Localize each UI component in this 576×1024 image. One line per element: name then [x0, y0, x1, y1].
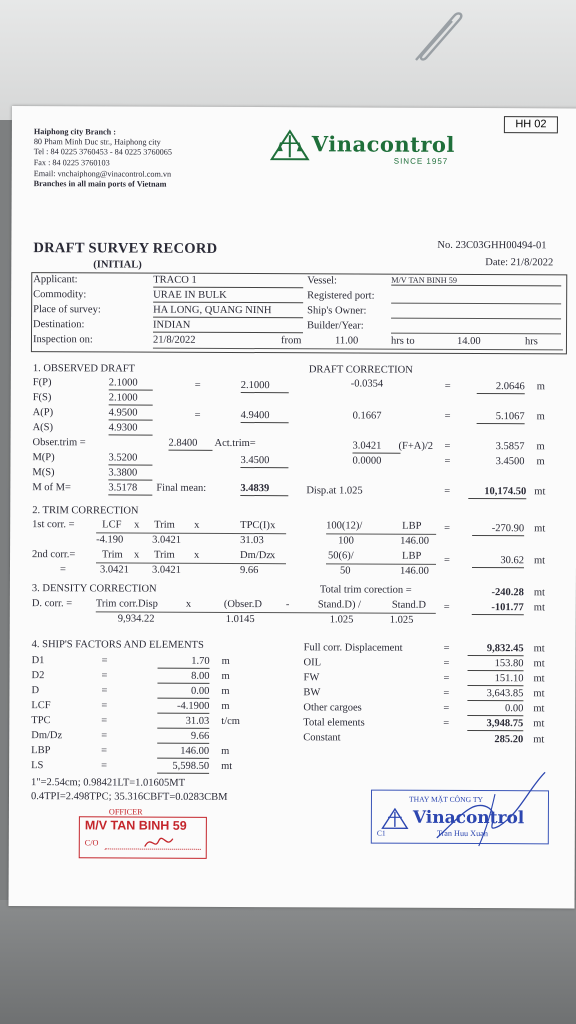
vinacontrol-scale-icon [270, 129, 310, 161]
mofm-label: M of M= [32, 482, 71, 494]
conversion-line-2: 0.4TPI=2.498TPC; 35.316CBFT=0.0283CBM [30, 791, 228, 803]
standard-density-2: 1.025 [389, 614, 414, 626]
record-number: No. 23C03GHH00494-01 [437, 239, 547, 252]
destination-value: INDIAN [153, 321, 303, 333]
logo-since: SINCE 1957 [393, 156, 449, 166]
trim-corr-disp: 9,934.22 [117, 613, 155, 625]
d1-value: 1.70 [158, 657, 210, 669]
density-corr-value: -101.77 [472, 603, 524, 615]
total-trim-value: -240.28 [491, 587, 524, 599]
inspection-value: 21/8/2022 [152, 334, 196, 346]
disp-label: Disp.at 1.025 [306, 485, 363, 497]
vessel-value: M/V TAN BINH 59 [391, 277, 561, 287]
fs-value: 2.1000 [109, 393, 153, 405]
a-mean: 4.9400 [241, 411, 289, 423]
total-trim-label: Total trim corection = [319, 584, 412, 596]
commodity-label: Commodity: [33, 289, 87, 301]
desk-background [0, 0, 576, 120]
final-mean-value: 3.4839 [240, 484, 288, 496]
factors-heading: 4. SHIP'S FACTORS AND ELEMENTS [31, 639, 204, 651]
second-corr-label: 2nd corr.= [32, 549, 76, 561]
fs-label: F(S) [32, 392, 52, 404]
fa-value: 3.0421 [352, 441, 400, 453]
dmdz-value: 9.66 [239, 564, 259, 577]
d-value: 0.00 [157, 687, 209, 699]
as-label: A(S) [32, 422, 54, 434]
m-correction: 0.0000 [352, 455, 382, 467]
ms-value: 3.3800 [108, 468, 152, 480]
f-result: 2.0646 [477, 382, 525, 394]
bw-value: 3,643.85 [467, 689, 523, 701]
full-corr-value: 9,832.45 [468, 644, 524, 656]
ms-label: M(S) [32, 467, 55, 479]
desk-edge [0, 900, 576, 1024]
lcf-value: -4.190 [96, 534, 124, 546]
applicant-label: Applicant: [33, 274, 78, 286]
f-correction: -0.0354 [350, 378, 384, 390]
mp-value: 3.5200 [108, 453, 152, 465]
trim2a-value: 3.0421 [99, 564, 129, 576]
other-value: 0.00 [467, 704, 523, 716]
mofm-value: 3.5178 [108, 483, 152, 495]
final-mean-label: Final mean: [156, 482, 207, 494]
branch-fax: Fax : 84 0225 3760103 [33, 158, 110, 168]
survey-document: HH 02 Haiphong city Branch : 80 Pham Minh Duc str., Haiphong city Tel : 84 0225 3760453 - 84 0225 3760065 Fax : 84 0225 3760103 Email: vnchaiphong@vinacontrol.com.vn Branches in all main ports of Vietnam Vinacontrol SINCE 1957 DRAFT SURVEY RECORD (INITIAL) No. 23C03GHH00494-01 Date: 21/8/2022 Applicant: Commodity: Place of survey: Destination: Inspection on: TRACO 1 URAE IN BULK HA LONG, QUANG NINH INDIAN 21/8/2022 from 11.00 hrs to 14.00 hrs Vessel: Registered port: Ship's Owner: Builder/Year: M/V TAN BINH 59 1. OBSERVED DRAFT F(P) 2.1000 F(S) 2.1000 A(P) 4.9500 A(S) 4.9300 Obser.trim = 2.8400 Act.trim= M(P) 3.5200 M(S) 3.3800 M of M= 3.5178 Final mean: 3.4839 = = 2.1000 4.9400 3.4500 DRAFT CORRECTION -0.0354 0.1667 3.0421 (F+A)/2 0.0000 = = = = 2.0646 5.1067 3.5857 3.4500 m m m m Disp.at 1.025 = 10,174.50 mt 2. TRIM CORRECTION 1st corr. = LCF x Trim x TPC(I) x -4.190 3.0421 31.03 100(12)/ 100 LBP 146.00 = -270.90 mt 2nd corr.= Trim x Trim x Dm/Dz x = 3.0421 3.0421 9.66 50(6)/ 50 LBP 146.00 = 30.62 mt 3. DENSITY CORRECTION D. corr. = Trim corr.Disp x (Obser.D - Stand.D) / Stand.D 9,934.22 1.0145 1.025 1.025 Total trim corection = -240.28 = -101.77 mt mt 4. SHIP'S FACTORS AND ELEMENTS D1 D2 D LCF TPC Dm/Dz LBP LS = = = = = = = = 1.70 8.00 0.00 -4.1900 31.03 9.66 146.00 5,598.50 m m m m t/cm m mt 1"=2.54cm; 0.98421LT=1.01605MT 0.4TPI=2.498TPC; 35.316CBFT=0.0283CBM Full corr. Displacement OIL FW BW Other cargoes Total elements Constant = = = = = = 9,832.45 153.80 151.10 3,643.85 0.00 3,948.75 285.20 mt mt mt mt mt mt mt OFFICER M/V TAN BINH 59 C/O THAY MẶT CÔNG TY Vinacontrol C1 Tran Huu Xuan [9, 106, 576, 908]
disp-value: 10,174.50 [468, 487, 526, 499]
branch-network: Branches in all main ports of Vietnam [33, 179, 167, 189]
builder-label: Builder/Year: [307, 320, 364, 332]
fa-result: 3.5857 [495, 441, 525, 453]
owner-label: Ship's Owner: [307, 305, 367, 317]
co-label: C/O [84, 838, 99, 848]
obser-trim-value: 2.8400 [168, 439, 212, 451]
fw-value: 151.10 [467, 674, 523, 686]
observed-heading: 1. OBSERVED DRAFT [32, 363, 136, 375]
applicant-value: TRACO 1 [153, 276, 303, 288]
commodity-value: URAE IN BULK [153, 291, 303, 303]
logo-wordmark: Vinacontrol [311, 131, 455, 157]
a-correction: 0.1667 [352, 410, 382, 422]
place-value: HA LONG, QUANG NINH [153, 306, 303, 318]
record-date: Date: 21/8/2022 [485, 257, 554, 269]
officer-label: OFFICER [108, 807, 143, 817]
density-heading: 3. DENSITY CORRECTION [31, 583, 157, 595]
branch-email: Email: vnchaiphong@vinacontrol.com.vn [33, 169, 172, 179]
fp-value: 2.1000 [109, 378, 153, 390]
trim1-value: 3.0421 [152, 534, 182, 546]
registered-label: Registered port: [307, 290, 375, 302]
branch-tel: Tel : 84 0225 3760453 - 84 0225 3760065 [33, 147, 172, 157]
branch-address: 80 Pham Minh Duc str., Haiphong city [33, 137, 161, 147]
paper-clip-icon [410, 8, 466, 66]
obser-trim-label: Obser.trim = [32, 437, 86, 449]
density-corr-label: D. corr. = [31, 598, 73, 610]
stamp-wordmark: Vinacontrol [412, 807, 525, 829]
m-mean: 3.4500 [240, 456, 288, 468]
act-trim-label: Act.trim= [214, 437, 256, 450]
from-time: 11.00 [334, 335, 359, 347]
ship-stamp-name: M/V TAN BINH 59 [84, 818, 187, 833]
a-result: 5.1067 [477, 412, 525, 424]
standard-density-1: 1.025 [329, 614, 354, 626]
as-value: 4.9300 [109, 423, 153, 435]
lbp-factor: 146.00 [157, 747, 209, 759]
fa-label: (F+A)/2 [398, 440, 434, 452]
document-code: HH 02 [504, 116, 558, 133]
draft-correction-heading: DRAFT CORRECTION [308, 364, 413, 376]
trim2b-value: 3.0421 [151, 564, 181, 576]
on-behalf-label: THAY MẶT CÔNG TY [408, 794, 484, 805]
surveyor-signature-icon [429, 768, 549, 855]
trim-heading: 2. TRIM CORRECTION [32, 505, 139, 517]
m-result: 3.4500 [495, 456, 525, 468]
from-label: from [280, 335, 302, 347]
officer-signature-icon [141, 831, 177, 853]
hrs-to-label: hrs to [390, 335, 415, 347]
stamp-code: C1 [376, 828, 386, 838]
conversion-line-1: 1"=2.54cm; 0.98421LT=1.01605MT [31, 777, 186, 789]
first-corr-label: 1st corr. = [32, 519, 75, 531]
lcf-factor: -4.1900 [157, 702, 209, 714]
first-corr-result: -270.90 [472, 524, 524, 536]
total-elements-value: 3,948.75 [467, 719, 523, 731]
vessel-label: Vessel: [307, 275, 338, 287]
hrs-label: hrs [524, 336, 538, 348]
signer-name: Tran Huu Xuan [436, 828, 488, 839]
ap-value: 4.9500 [109, 408, 153, 420]
destination-label: Destination: [33, 319, 85, 331]
second-corr-result: 30.62 [472, 556, 524, 568]
page-title: DRAFT SURVEY RECORD [33, 240, 218, 257]
dmdz-factor: 9.66 [157, 732, 209, 744]
ls-factor: 5,598.50 [157, 762, 209, 774]
tpc-value: 31.03 [240, 534, 264, 547]
fp-label: F(P) [32, 377, 52, 389]
to-time: 14.00 [456, 335, 481, 348]
obser-density: 1.0145 [225, 613, 255, 626]
f-mean: 2.1000 [241, 381, 289, 393]
full-corr-label: Full corr. Displacement [303, 642, 403, 654]
mp-label: M(P) [32, 452, 55, 464]
stamp-scale-icon [381, 808, 409, 830]
d2-value: 8.00 [157, 672, 209, 684]
ap-label: A(P) [32, 407, 54, 419]
tpc-factor: 31.03 [157, 717, 209, 729]
record-subtitle: (INITIAL) [93, 259, 142, 271]
constant-value: 285.20 [494, 734, 524, 746]
branch-title: Haiphong city Branch : [33, 127, 117, 137]
inspection-label: Inspection on: [32, 334, 93, 346]
place-label: Place of survey: [33, 304, 101, 316]
oil-value: 153.80 [468, 659, 524, 671]
